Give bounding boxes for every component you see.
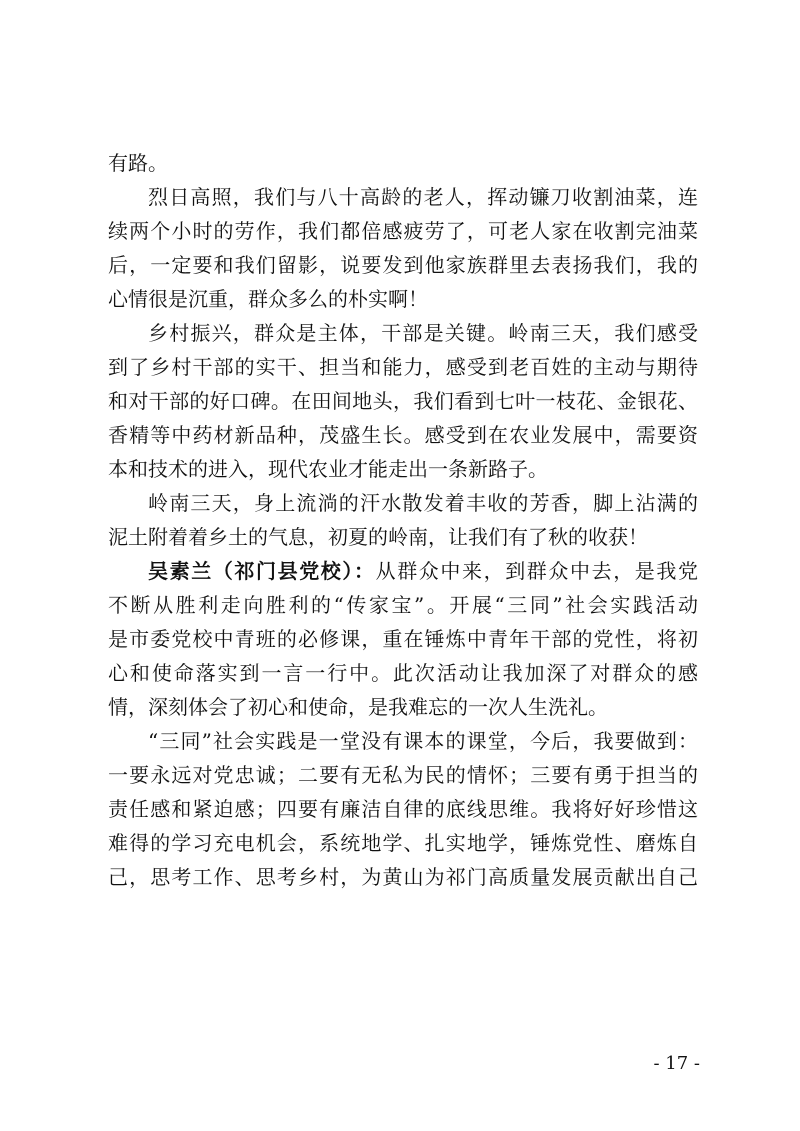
text-line: 香精等中药材新品种，茂盛生长。感受到在农业发展中，需要资 — [108, 423, 698, 447]
speaker-name: 吴素兰（祁门县党校）： — [148, 559, 376, 583]
text-line: 心情很是沉重，群众多么的朴实啊！ — [108, 287, 428, 311]
text-line: 烈日高照，我们与八十高龄的老人，挥动镰刀收割油菜，连 — [148, 185, 698, 209]
text-line: 有路。 — [108, 151, 168, 175]
text-line: 后，一定要和我们留影，说要发到他家族群里去表扬我们，我的 — [108, 253, 698, 277]
text-line: 情，深刻体会了初心和使命，是我难忘的一次人生洗礼。 — [108, 695, 608, 719]
text-segment: 从群众中来，到群众中去，是我党 — [375, 559, 699, 583]
text-line: 心和使命落实到一言一行中。此次活动让我加深了对群众的感 — [108, 661, 698, 685]
body-text — [108, 146, 698, 894]
text-line: 责任感和紧迫感；四要有廉洁自律的底线思维。我将好好珍惜这 — [108, 797, 698, 821]
text-line: 续两个小时的劳作，我们都倍感疲劳了，可老人家在收割完油菜 — [108, 219, 698, 243]
text-line: 到了乡村干部的实干、担当和能力，感受到老百姓的主动与期待 — [108, 355, 698, 379]
text-line — [108, 554, 698, 588]
text-line: 岭南三天，身上流淌的汗水散发着丰收的芳香，脚上沾满的 — [148, 491, 698, 515]
text-line: 不断从胜利走向胜利的“传家宝”。开展“三同”社会实践活动 — [108, 593, 698, 617]
text-line: 泥土附着着乡土的气息，初夏的岭南，让我们有了秋的收获！ — [108, 525, 648, 549]
text-line: 本和技术的进入，现代农业才能走出一条新路子。 — [108, 457, 548, 481]
page-number: - 17 - — [653, 1053, 700, 1074]
text-line: 己，思考工作、思考乡村，为黄山为祁门高质量发展贡献出自己 — [108, 865, 698, 889]
text-line: 是市委党校中青班的必修课，重在锤炼中青年干部的党性，将初 — [108, 627, 698, 651]
text-line: 和对干部的好口碑。在田间地头，我们看到七叶一枝花、金银花、 — [108, 389, 698, 413]
text-line: “三同”社会实践是一堂没有课本的课堂，今后，我要做到： — [148, 729, 698, 753]
text-line: 难得的学习充电机会，系统地学、扎实地学，锤炼党性、磨炼自 — [108, 831, 698, 855]
text-line: 一要永远对党忠诚；二要有无私为民的情怀；三要有勇于担当的 — [108, 763, 698, 787]
text-line: 乡村振兴，群众是主体，干部是关键。岭南三天，我们感受 — [148, 321, 698, 345]
